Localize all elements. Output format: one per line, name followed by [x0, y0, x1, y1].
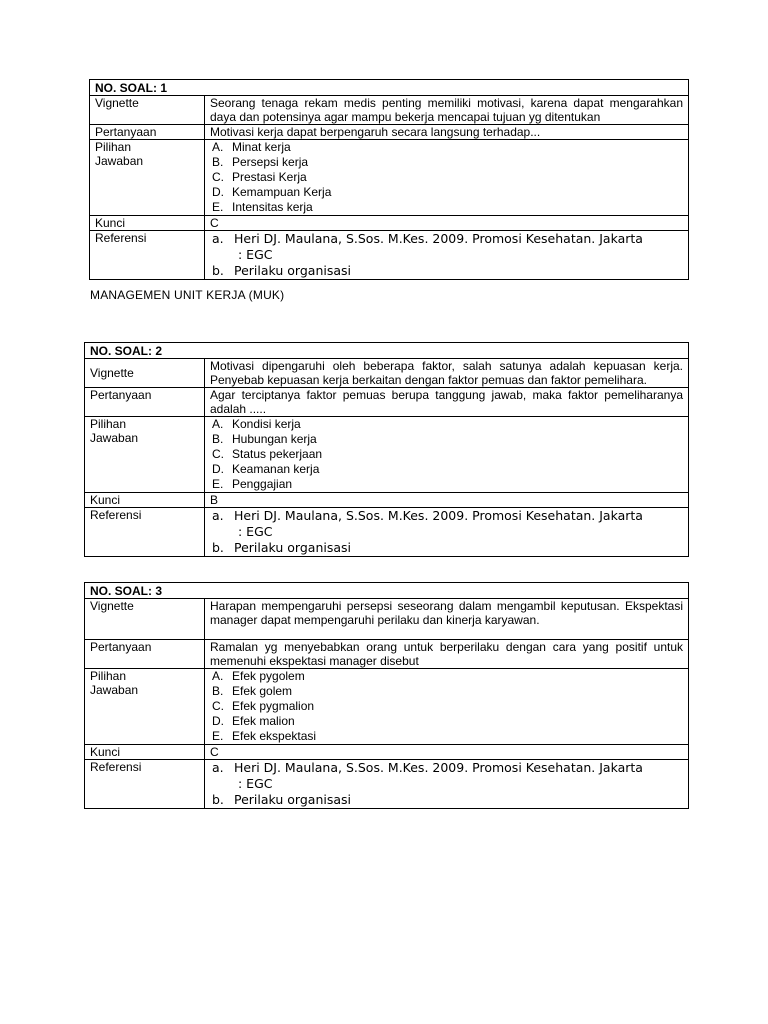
options-cell — [205, 669, 689, 745]
vignette-text: Harapan mempengaruhi persepsi seseorang dalam mengambil keputusan. Ekspektasi manager dapat mempengaruhi perilaku dan kinerja karyawan. — [205, 599, 689, 640]
soal-1-table — [89, 79, 689, 280]
referensi-list — [210, 508, 683, 556]
referensi-cell — [205, 231, 689, 280]
referensi-label: Referensi — [85, 760, 205, 809]
referensi-cell — [205, 508, 689, 557]
options-cell — [205, 140, 689, 216]
option-item: B. Efek golem — [212, 684, 293, 698]
vignette-label: Vignette — [85, 359, 205, 388]
referensi-cell — [205, 760, 689, 809]
pilihan-jawaban-label: Pilihan Jawaban — [85, 417, 205, 493]
pertanyaan-text: Ramalan yg menyebabkan orang untuk berperilaku dengan cara yang positif untuk memenuhi ekspektasi manager disebut — [205, 640, 689, 669]
option-item: D. Keamanan kerja — [212, 462, 320, 476]
option-item: C. Status pekerjaan — [212, 447, 323, 461]
pertanyaan-text: Agar terciptanya faktor pemuas berupa tanggung jawab, maka faktor pemeliharanya adalah ..... — [205, 388, 689, 417]
referensi-label: Referensi — [90, 231, 205, 280]
referensi-item-cont: : EGC — [238, 247, 273, 262]
soal-header: NO. SOAL: 2 — [85, 343, 689, 359]
referensi-item: a. Heri DJ. Maulana, S.Sos. M.Kes. 2009. Promosi Kesehatan. Jakarta — [212, 760, 643, 775]
pertanyaan-label: Pertanyaan — [90, 125, 205, 140]
option-item: E. Intensitas kerja — [212, 200, 313, 214]
referensi-item: a. Heri DJ. Maulana, S.Sos. M.Kes. 2009. Promosi Kesehatan. Jakarta — [212, 508, 643, 523]
referensi-item: b. Perilaku organisasi — [212, 263, 351, 278]
kunci-value: C — [205, 745, 689, 760]
option-item: C. Prestasi Kerja — [212, 170, 307, 184]
referensi-label: Referensi — [85, 508, 205, 557]
vignette-text: Seorang tenaga rekam medis penting memiliki motivasi, karena dapat mengarahkan daya dan potensinya agar mampu bekerja mencapai tujuan yg ditentukan — [205, 96, 689, 125]
option-item: E. Penggajian — [212, 477, 293, 491]
pertanyaan-text: Motivasi kerja dapat berpengaruh secara langsung terhadap... — [205, 125, 689, 140]
pertanyaan-label: Pertanyaan — [85, 640, 205, 669]
soal-3-table — [84, 582, 689, 809]
option-item: B. Persepsi kerja — [212, 155, 309, 169]
kunci-label: Kunci — [85, 745, 205, 760]
option-item: C. Efek pygmalion — [212, 699, 315, 713]
option-item: E. Efek ekspektasi — [212, 729, 317, 743]
referensi-item: b. Perilaku organisasi — [212, 792, 351, 807]
vignette-label: Vignette — [85, 599, 205, 640]
referensi-item: b. Perilaku organisasi — [212, 540, 351, 555]
pertanyaan-label: Pertanyaan — [85, 388, 205, 417]
kunci-label: Kunci — [85, 493, 205, 508]
options-list — [210, 669, 683, 744]
pilihan-jawaban-label: Pilihan Jawaban — [90, 140, 205, 216]
option-item: D. Kemampuan Kerja — [212, 185, 332, 199]
soal-header: NO. SOAL: 3 — [85, 583, 689, 599]
option-item: B. Hubungan kerja — [212, 432, 317, 446]
options-list — [210, 417, 683, 492]
referensi-list — [210, 231, 683, 279]
section-caption: MANAGEMEN UNIT KERJA (MUK) — [90, 288, 285, 302]
soal-2-table — [84, 342, 689, 557]
option-item: A. Kondisi kerja — [212, 417, 301, 431]
soal-header: NO. SOAL: 1 — [90, 80, 689, 96]
referensi-item: a. Heri DJ. Maulana, S.Sos. M.Kes. 2009. Promosi Kesehatan. Jakarta — [212, 231, 643, 246]
referensi-item-cont: : EGC — [238, 524, 273, 539]
kunci-label: Kunci — [90, 216, 205, 231]
kunci-value: B — [205, 493, 689, 508]
vignette-text: Motivasi dipengaruhi oleh beberapa faktor, salah satunya adalah kepuasan kerja. Penyebab kepuasan kerja berkaitan dengan faktor pemuas dan faktor pemelihara. — [205, 359, 689, 388]
option-item: A. Efek pygolem — [212, 669, 305, 683]
kunci-value: C — [205, 216, 689, 231]
options-list — [210, 140, 683, 215]
options-cell — [205, 417, 689, 493]
referensi-list — [210, 760, 683, 808]
referensi-item-cont: : EGC — [238, 776, 273, 791]
vignette-label: Vignette — [90, 96, 205, 125]
option-item: D. Efek malion — [212, 714, 295, 728]
option-item: A. Minat kerja — [212, 140, 291, 154]
pilihan-jawaban-label: Pilihan Jawaban — [85, 669, 205, 745]
